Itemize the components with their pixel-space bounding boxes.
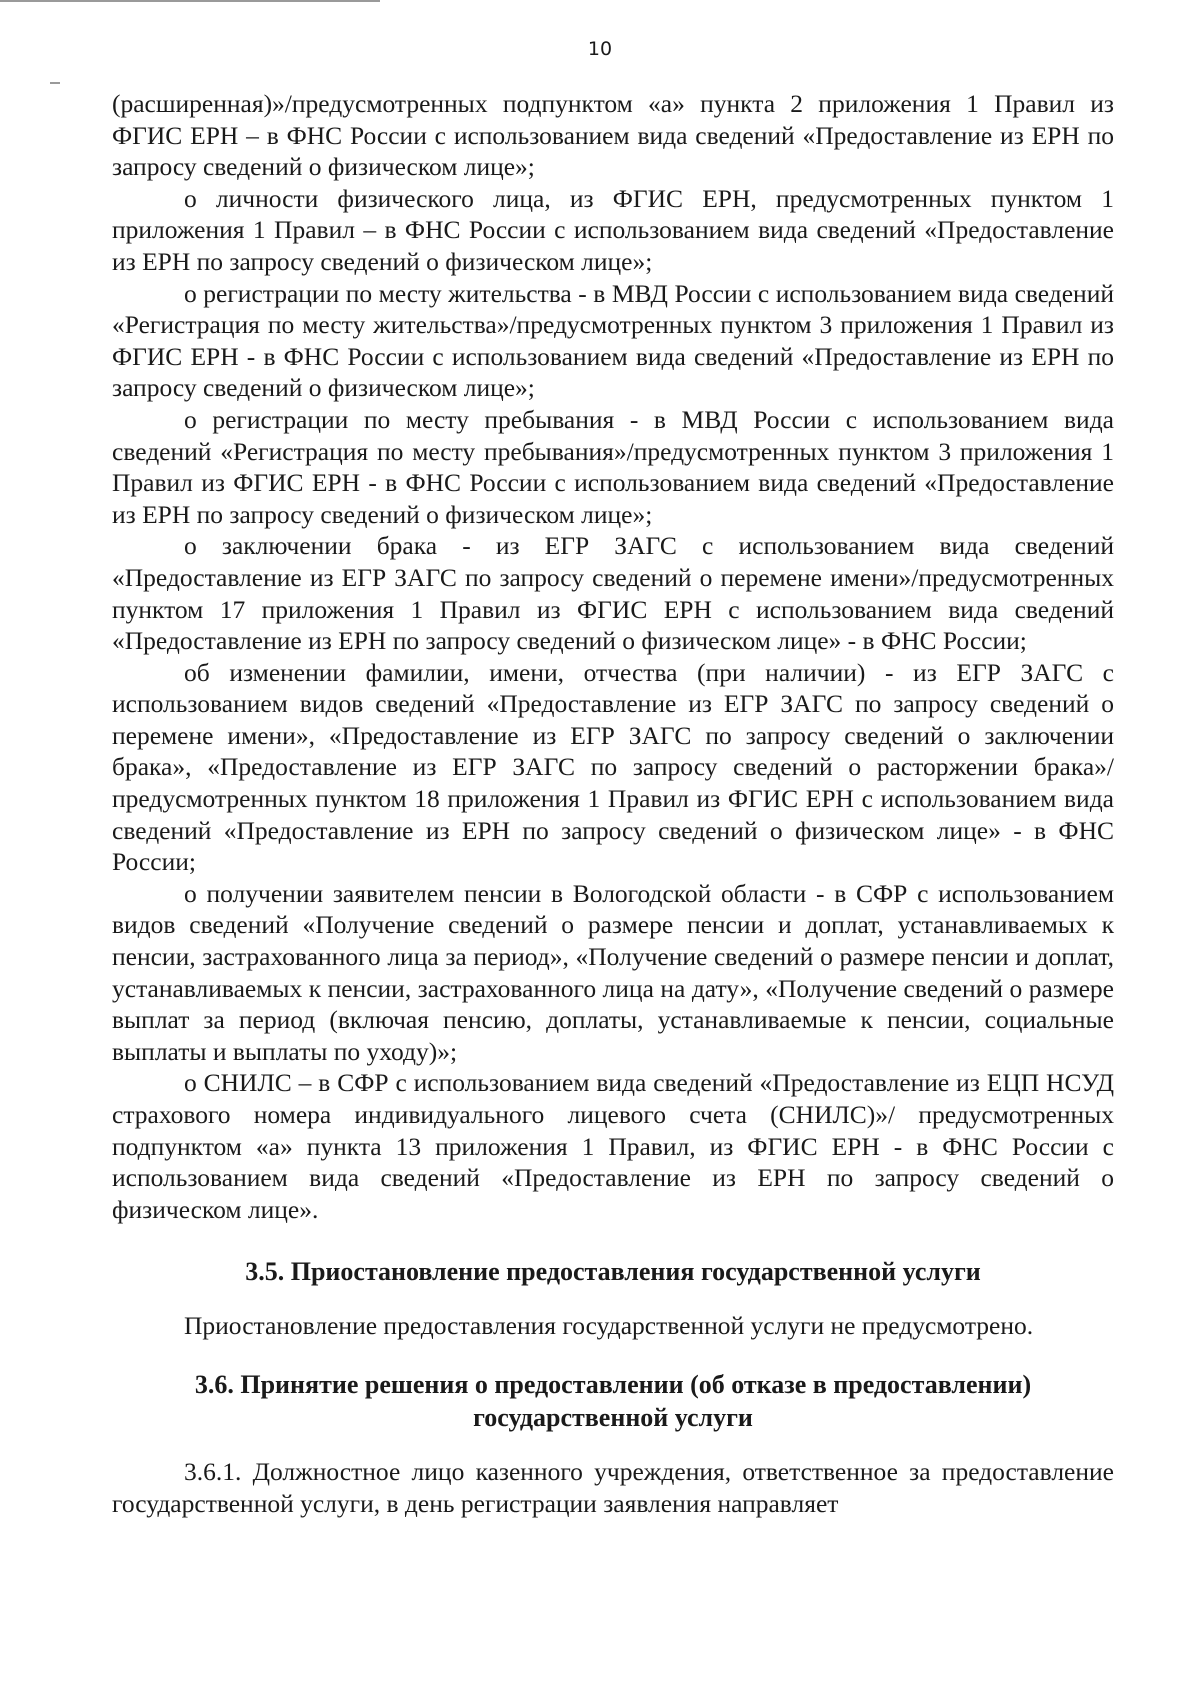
document-body	[112, 88, 1114, 1519]
section-3-5-text: Приостановление предоставления государственной услуги не предусмотрено.	[184, 1311, 1034, 1341]
section-3-6-heading	[112, 1368, 1114, 1434]
paragraph-residence-registration: о регистрации по месту жительства - в МВД России с использованием вида сведений «Регистрация по месту жительства»/предусмотренных пунктом 3 приложения 1 Правил из ФГИС ЕРН - в ФНС России с использованием вида сведений «Предоставление из ЕРН по запросу сведений о физическом лице»;	[112, 278, 1114, 403]
section-3-6-heading-line2: государственной услуги	[473, 1402, 753, 1432]
section-3-6-heading-line1: 3.6. Принятие решения о предоставлении (об отказе в предоставлении)	[194, 1369, 1032, 1399]
paragraph-stay-registration: о регистрации по месту пребывания - в МВД России с использованием вида сведений «Регистрация по месту пребывания»/предусмотренных пунктом 3 приложения 1 Правил из ФГИС ЕРН - в ФНС России с использованием вида сведений «Предоставление из ЕРН по запросу сведений о физическом лице»;	[112, 404, 1114, 529]
paragraph-continuation: (расширенная)»/предусмотренных подпунктом «а» пункта 2 приложения 1 Правил из ФГИС ЕРН – в ФНС России с использованием вида сведений «Предоставление из ЕРН по запросу сведений о физическом лице»;	[112, 89, 1114, 182]
section-3-5-heading: 3.5. Приостановление предоставления государственной услуги	[245, 1257, 981, 1287]
page-number: 10	[587, 38, 613, 60]
paragraph-identity: о личности физического лица, из ФГИС ЕРН, предусмотренных пунктом 1 приложения 1 Правил – в ФНС России с использованием вида сведений «Предоставление из ЕРН по запросу сведений о физическом лице»;	[112, 183, 1114, 276]
paragraph-name-change: об изменении фамилии, имени, отчества (при наличии) - из ЕГР ЗАГС с использованием видов сведений «Предоставление из ЕГР ЗАГС по запросу сведений о перемене имени», «Предоставление из ЕГР ЗАГС по запросу сведений о заключении брака», «Предоставление из ЕГР ЗАГС по запросу сведений о расторжении брака»/предусмотренных пунктом 18 приложения 1 Правил из ФГИС ЕРН с использованием вида сведений «Предоставление из ЕРН по запросу сведений о физическом лице» - в ФНС России;	[112, 657, 1114, 877]
scan-edge-line	[0, 0, 380, 2]
paragraph-snils: о СНИЛС – в СФР с использованием вида сведений «Предоставление из ЕЦП НСУД страхового номера индивидуального лицевого счета (СНИЛС)»/ предусмотренных подпунктом «а» пункта 13 приложения 1 Правил, из ФГИС ЕРН - в ФНС России с использованием вида сведений «Предоставление из ЕРН по запросу сведений о физическом лице».	[112, 1068, 1114, 1224]
section-3-6-1-text: 3.6.1. Должностное лицо казенного учреждения, ответственное за предоставление государственной услуги, в день регистрации заявления направляет	[112, 1456, 1114, 1518]
paragraph-pension: о получении заявителем пенсии в Вологодской области - в СФР с использованием видов сведений «Получение сведений о размере пенсии и доплат, устанавливаемых к пенсии, застрахованного лица за период», «Получение сведений о размере пенсии и доплат, устанавливаемых к пенсии, застрахованного лица на дату», «Получение сведений о размере выплат за период (включая пенсию, доплаты, устанавливаемые к пенсии, социальные выплаты и выплаты по уходу)»;	[112, 878, 1114, 1066]
paragraph-marriage: о заключении брака - из ЕГР ЗАГС с использованием вида сведений «Предоставление из ЕГР ЗАГС по запросу сведений о перемене имени»/предусмотренных пунктом 17 приложения 1 Правил из ФГИС ЕРН с использованием вида сведений «Предоставление из ЕРН по запросу сведений о физическом лице» - в ФНС России;	[112, 531, 1114, 656]
scan-mark	[50, 82, 60, 84]
